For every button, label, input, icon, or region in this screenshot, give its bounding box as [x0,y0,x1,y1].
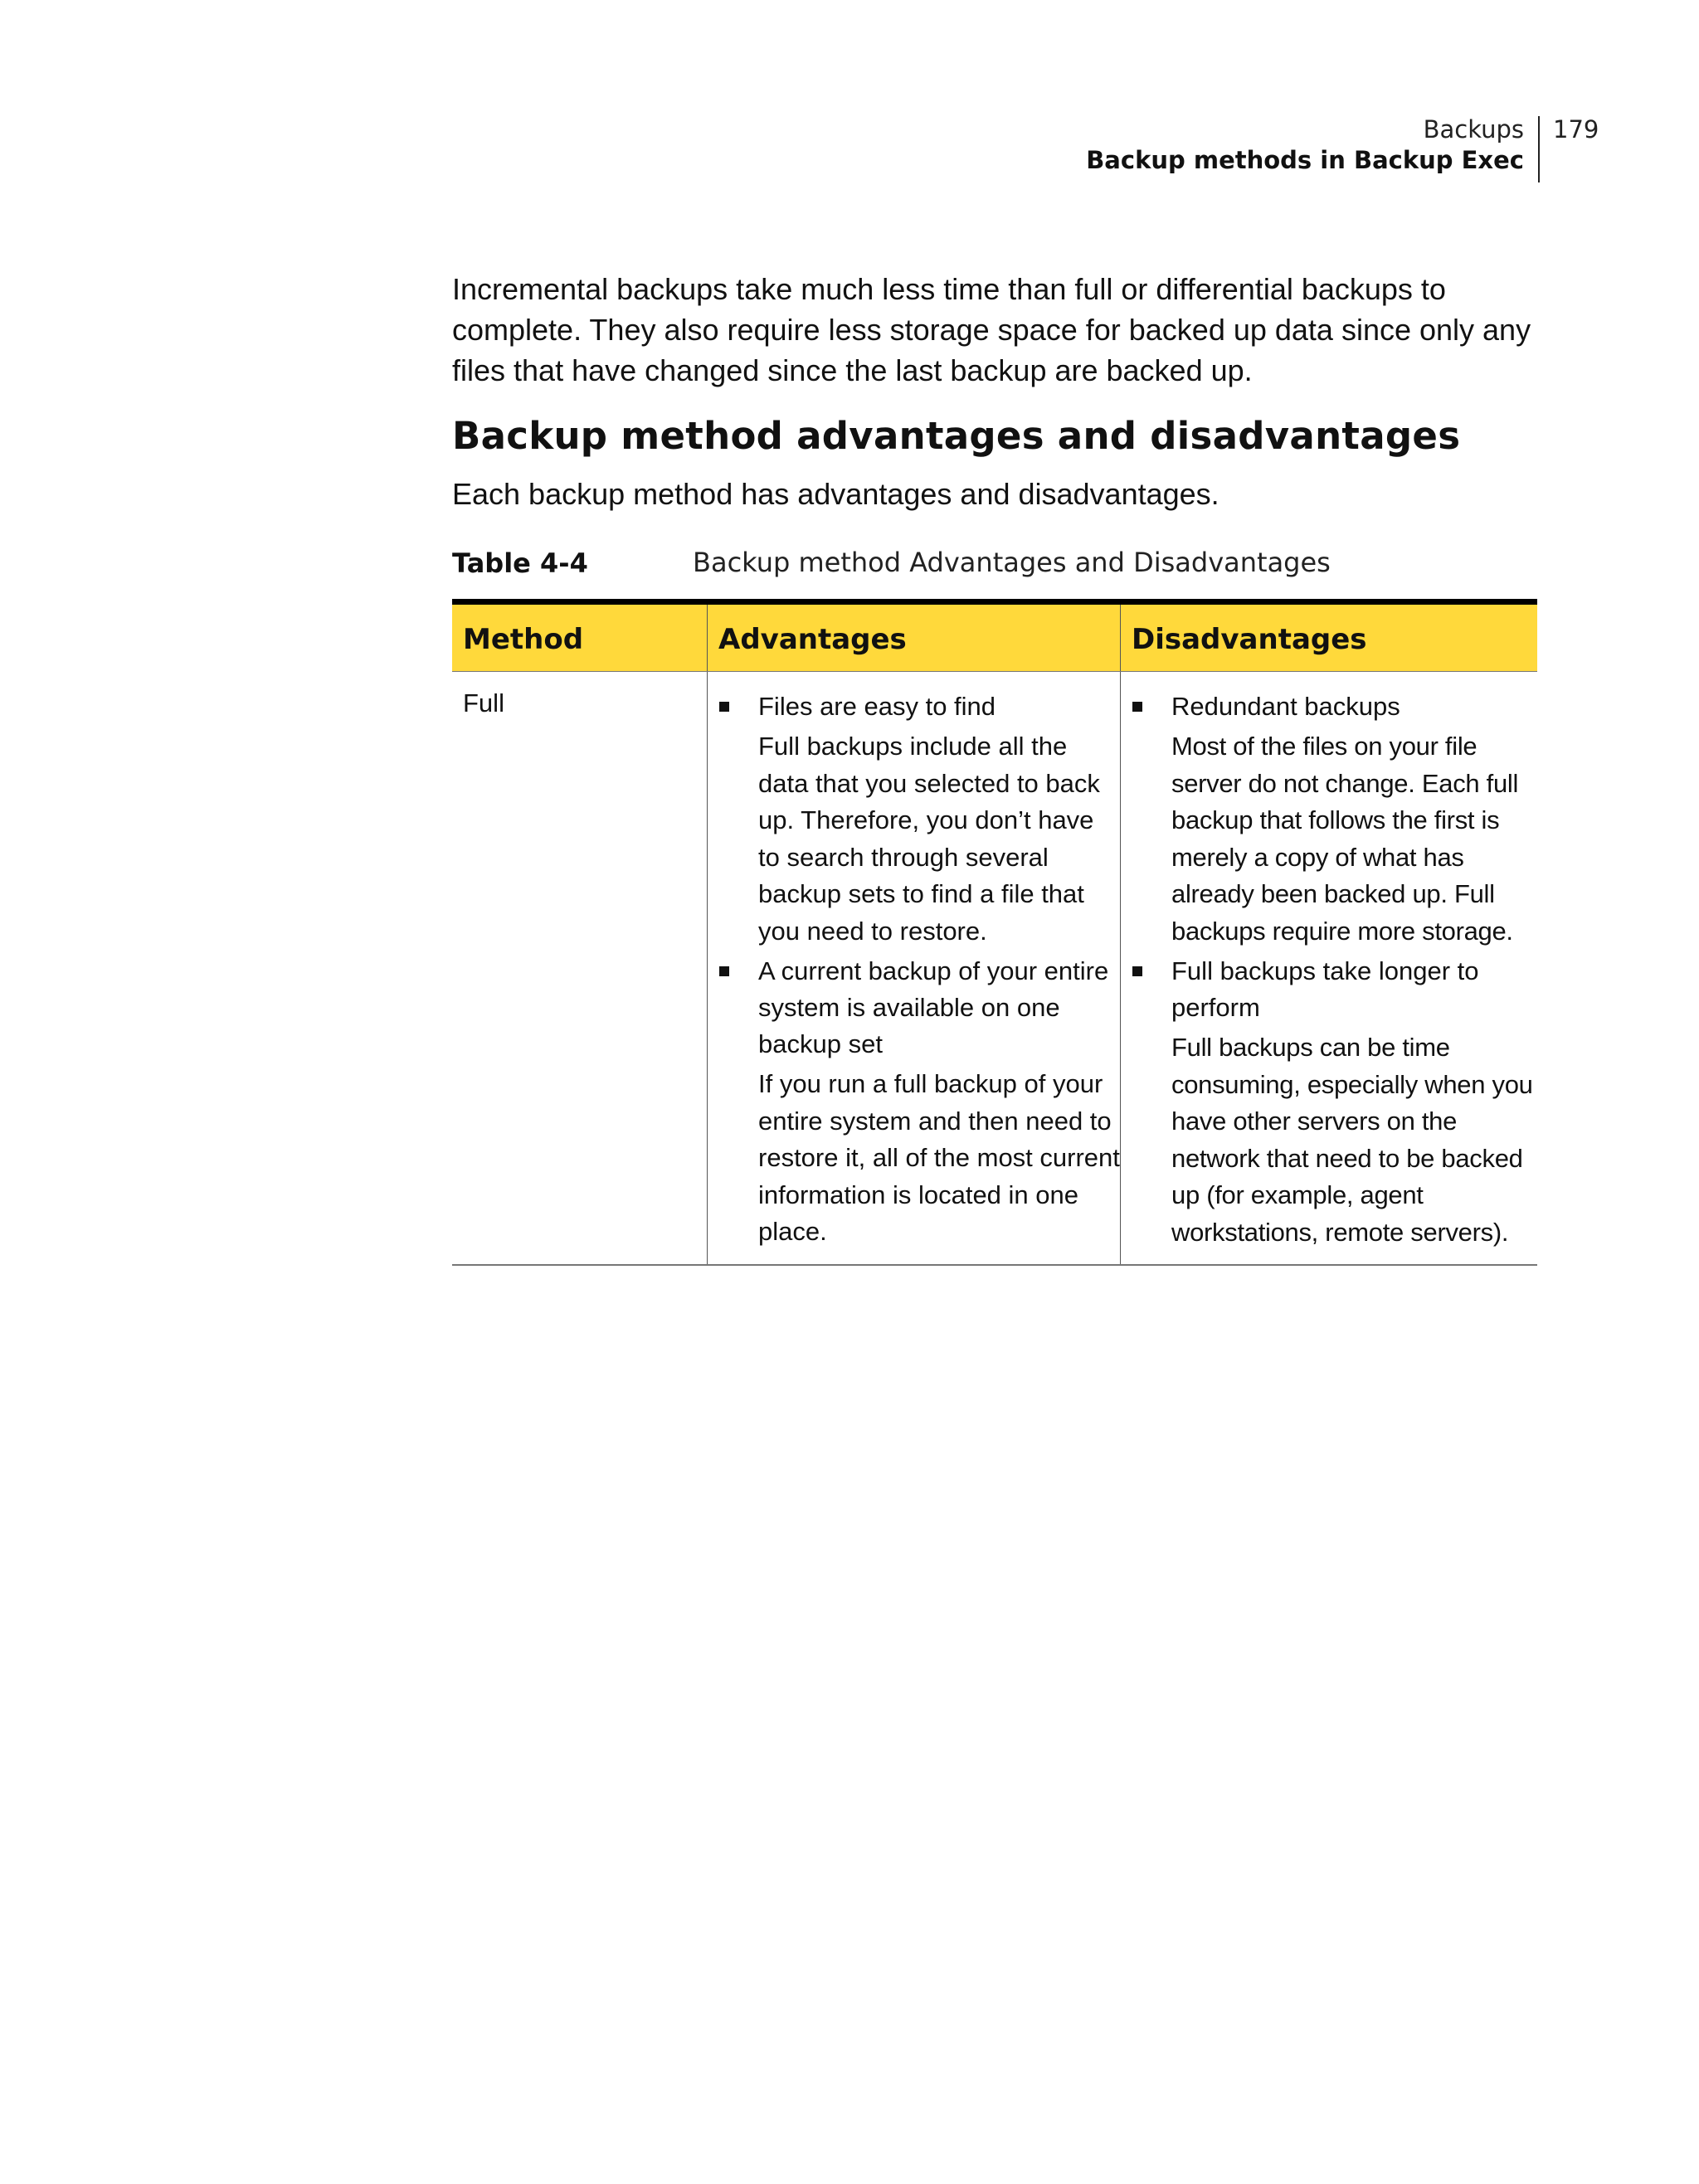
column-header-disadvantages: Disadvantages [1120,605,1537,671]
advantages-cell [707,672,1120,1264]
disadvantages-cell [1120,672,1537,1264]
table-label: Table 4-4 [452,547,588,579]
list-item [1121,953,1537,1251]
column-header-method: Method [463,623,584,656]
list-item [708,688,1120,950]
bullet-square-icon [708,688,758,725]
methods-table [452,599,1537,1266]
table-header-row [452,605,1537,672]
list-item [708,953,1120,1251]
running-header-section: Backups [1423,115,1524,143]
column-header-advantages: Advantages [707,605,1120,671]
page-number: 179 [1553,115,1599,143]
section-heading: Backup method advantages and disadvantages [452,414,1461,458]
advantage-description: If you run a full backup of your entire system and then need to restore it, all of the most current information is located in one place. [758,1069,1120,1246]
running-header-subsection: Backup methods in Backup Exec [1086,146,1524,174]
lead-paragraph: Each backup method has advantages and disadvantages. [452,477,1219,511]
bullet-square-icon [1121,688,1171,725]
method-cell: Full [463,688,504,717]
table-title: Backup method Advantages and Disadvantages [693,547,1331,578]
intro-paragraph: Incremental backups take much less time than full or differential backups to complete. They also require less storage space for backed up data since only any files that have changed since the last backup are backed up. [452,272,1531,387]
advantage-title: A current backup of your entire system is available on one backup set [758,956,1109,1058]
table-row [452,672,1537,1266]
advantage-description: Full backups include all the data that you selected to back up. Therefore, you don’t have to search through several backup sets to find a file that you need to restore. [758,732,1100,946]
disadvantage-description: Most of the files on your file server do not change. Each full backup that follows the first is merely a copy of what has already been backed up. Full backups require more storage. [1171,732,1519,946]
bullet-square-icon [1121,953,1171,1026]
disadvantage-title: Redundant backups [1171,692,1400,721]
disadvantage-title: Full backups take longer to perform [1171,956,1479,1022]
disadvantage-description: Full backups can be time consuming, especially when you have other servers on the network that need to be backed up (for example, agent workstations, remote servers). [1171,1033,1533,1247]
advantage-title: Files are easy to find [758,692,996,721]
list-item [1121,688,1537,950]
bullet-square-icon [708,953,758,1063]
header-divider [1538,116,1540,182]
